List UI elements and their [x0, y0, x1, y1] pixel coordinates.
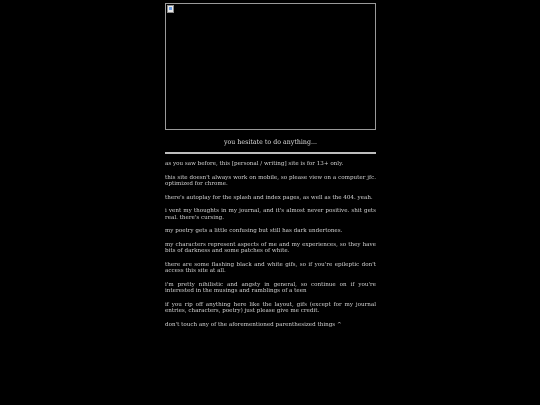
content-column [165, 3, 376, 335]
paragraph-epilepsy: there are some flashing black and white gifs, so if you're epileptic don't access this site at all. [165, 261, 376, 274]
warning-list [165, 161, 376, 328]
paragraph-dont-touch: don't touch any of the aforementioned parenthesized things ^ [165, 321, 342, 328]
paragraph-autoplay: there's autoplay for the splash and index pages, as well as the 404. yeah. [165, 194, 373, 201]
paragraph-nihilism: i'm pretty nihilistic and angsty in general, so continue on if you're interested in the musings and ramblings of a teen [165, 281, 376, 294]
broken-image-icon [167, 5, 174, 13]
paragraph-characters: my characters represent aspects of me and my experiences, so they have bits of darkness and some patches of white. [165, 241, 376, 254]
header-caption: you hesitate to do anything... [223, 139, 318, 146]
paragraph-mobile: this site doesn't always work on mobile, so please view on a computer jfc. optimized for chrome. [165, 174, 376, 187]
header-image [165, 3, 376, 130]
paragraph-poetry: my poetry gets a little confusing but still has dark undertones. [165, 228, 343, 234]
divider [165, 152, 376, 154]
paragraph-age: as you saw before, this [personal / writing] site is for 13+ only. [165, 161, 344, 167]
paragraph-credit: if you rip off anything here like the layout, gifs (except for my journal entries, characters, poetry) just please give me credit. [165, 301, 376, 314]
paragraph-journal: i vent my thoughts in my journal, and it's almost never positive. shit gets real. there's cursing. [165, 208, 376, 221]
